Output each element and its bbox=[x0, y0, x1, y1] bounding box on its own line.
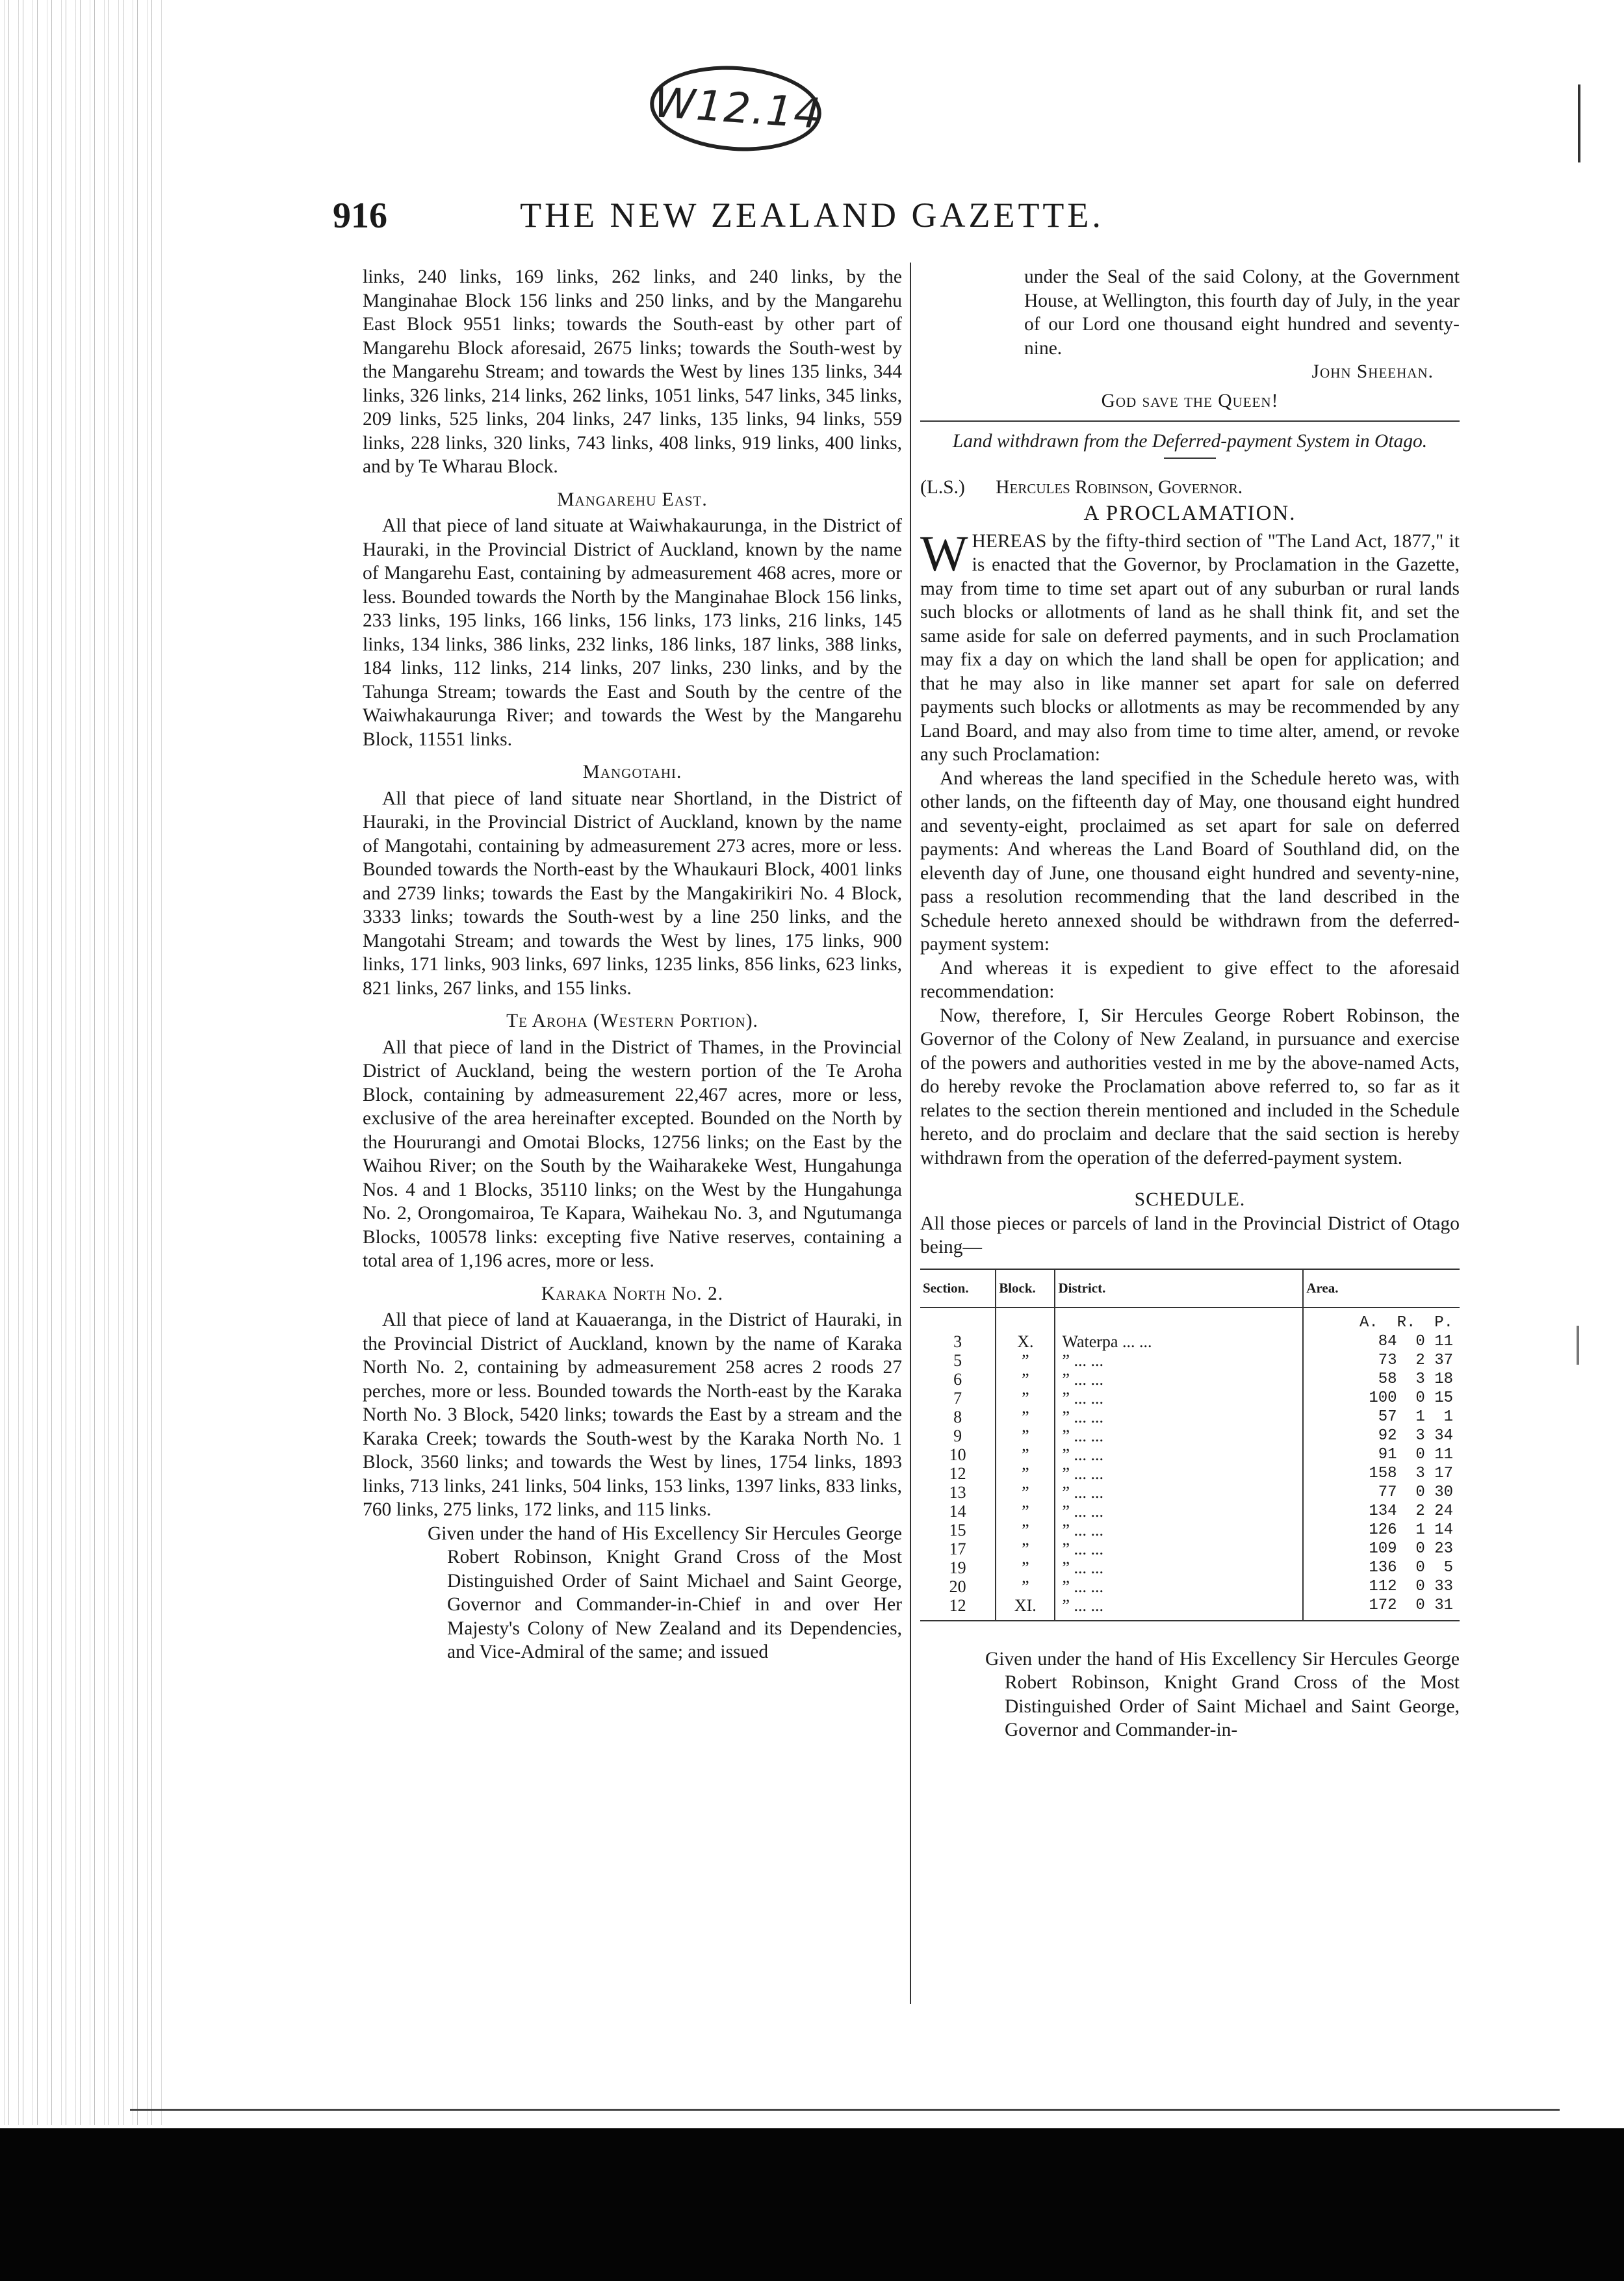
area-cell: 158 3 17 bbox=[1303, 1464, 1460, 1483]
schedule-heading: SCHEDULE. bbox=[1134, 1189, 1246, 1210]
given-under-hand: Given under the hand of His Excellency Sir Hercules George Robert Robinson, Knight Grand Cross of the Most Distinguished Order of Saint Michael and Saint George, Governor and Commander-in-Chief in and over Her Majesty's Colony of New Zealand and its Dependencies, and Vice-Admiral of the same; and issued bbox=[428, 1523, 902, 1662]
drop-cap: W bbox=[920, 524, 968, 582]
column-divider bbox=[910, 263, 911, 2004]
section-heading: Te Aroha (Western Portion). bbox=[506, 1011, 758, 1031]
column-header: Block. bbox=[996, 1269, 1055, 1308]
district-cell: ” ... ... bbox=[1055, 1408, 1303, 1426]
block-cell: ” bbox=[996, 1464, 1055, 1483]
table-row bbox=[920, 1332, 1460, 1351]
given-under-hand: Given under the hand of His Excellency Sir Hercules George Robert Robinson, Knight Grand Cross of the Most Distinguished Order of Saint Michael and Saint George, Governor and Commander-in- bbox=[985, 1648, 1460, 1740]
section-cell: 15 bbox=[949, 1520, 966, 1540]
section-cell: 12 bbox=[920, 1596, 996, 1621]
district-cell: ” ... ... bbox=[1055, 1426, 1303, 1445]
area-cell: 77 0 30 bbox=[1303, 1483, 1460, 1502]
section-cell: 14 bbox=[949, 1501, 966, 1521]
district-cell: ” ... ... bbox=[1055, 1502, 1303, 1521]
scan-edge-left bbox=[0, 0, 162, 2125]
section-cell: 12 bbox=[949, 1463, 966, 1483]
district-cell: ” ... ... bbox=[1055, 1540, 1303, 1558]
signature: John Sheehan. bbox=[1311, 361, 1434, 382]
table-row bbox=[920, 1558, 1460, 1577]
table-row bbox=[920, 1483, 1460, 1502]
page-number: 916 bbox=[333, 196, 387, 236]
block-cell: ” bbox=[996, 1389, 1055, 1408]
district-cell: Waterpa ... ... bbox=[1055, 1332, 1303, 1351]
block-cell: ” bbox=[996, 1370, 1055, 1389]
section-cell: 13 bbox=[949, 1482, 966, 1502]
area-cell: 136 0 5 bbox=[1303, 1558, 1460, 1577]
divider bbox=[1164, 457, 1216, 459]
table-row bbox=[920, 1351, 1460, 1370]
section-cell: 17 bbox=[949, 1539, 966, 1558]
district-cell: ” ... ... bbox=[1055, 1370, 1303, 1389]
table-row bbox=[920, 1445, 1460, 1464]
units-row bbox=[920, 1308, 1460, 1332]
table-row bbox=[920, 1596, 1460, 1621]
area-cell: 109 0 23 bbox=[1303, 1540, 1460, 1558]
table-row bbox=[920, 1408, 1460, 1426]
section-cell: 10 bbox=[949, 1445, 966, 1464]
schedule-table bbox=[920, 1269, 1460, 1621]
bottom-rule bbox=[130, 2109, 1560, 2111]
block-cell: ” bbox=[996, 1577, 1055, 1596]
district-cell: ” ... ... bbox=[1055, 1389, 1303, 1408]
district-cell: ” ... ... bbox=[1055, 1521, 1303, 1540]
divider bbox=[920, 420, 1460, 422]
right-column bbox=[920, 265, 1460, 1742]
table-row bbox=[920, 1464, 1460, 1483]
paragraph: Now, therefore, I, Sir Hercules George Robert Robinson, the Governor of the Colony of New Zealand, in pursuance and exercise of the powers and authorities vested in me by the above-named Acts, do hereby revoke the Proclamation above referred to, so far as it relates to the section therein mentioned and included in the Schedule hereto, and do proclaim and declare that the said section is hereby withdrawn from the operation of the deferred-payment system. bbox=[920, 1005, 1460, 1168]
seal-line bbox=[920, 476, 1460, 500]
area-cell: 92 3 34 bbox=[1303, 1426, 1460, 1445]
table-row bbox=[920, 1577, 1460, 1596]
district-cell: ” ... ... bbox=[1055, 1558, 1303, 1577]
area-cell: 126 1 14 bbox=[1303, 1521, 1460, 1540]
table-row bbox=[920, 1521, 1460, 1540]
district-cell: ” ... ... bbox=[1055, 1445, 1303, 1464]
paragraph: All that piece of land at Kauaeranga, in the District of Hauraki, in the Provincial District of Auckland, known by the name of Karaka North No. 2, containing by admeasurement 258 acres 2 roods 27 perches, more or less. Bounded towards the North-east by the Karaka North No. 3 Block, 5420 links; towards the East by a stream and the Karaka Creek; towards the South-west by the Karaka North No. 1 Block, 3560 links; and towards the West by lines, 1754 links, 1893 links, 713 links, 241 links, 504 links, 153 links, 1397 links, 833 links, 760 links, 275 links, 172 links, and 115 links. bbox=[363, 1309, 902, 1520]
table-row bbox=[920, 1502, 1460, 1521]
block-cell: ” bbox=[996, 1521, 1055, 1540]
table-row bbox=[920, 1389, 1460, 1408]
page-header bbox=[0, 195, 1624, 247]
governor-name: Hercules Robinson, Governor. bbox=[996, 476, 1243, 498]
block-cell: X. bbox=[996, 1332, 1055, 1351]
block-cell: ” bbox=[996, 1408, 1055, 1426]
section-cell: 3 bbox=[953, 1332, 962, 1351]
paragraph: under the Seal of the said Colony, at the Government House, at Wellington, this fourth day of July, in the year of our Lord one thousand eight hundred and seventy-nine. bbox=[1024, 266, 1460, 359]
paragraph-text: HEREAS by the fifty-third section of "The Land Act, 1877," it is enacted that the Governor, by Proclamation in the Gazette, may from time to time set apart out of any suburban or rural lands such blocks or allotments of land as he shall think fit, and set the same aside for sale on deferred payments, and in such Proclamation may fix a day on which the land shall be open for application; and that he may also in like manner set apart for sale on deferred payments such blocks or allotments as may be recommended by any Land Board, and may also from time to time alter, amend, or revoke any such Proclamation: bbox=[920, 530, 1460, 765]
section-cell: 19 bbox=[949, 1558, 966, 1577]
paragraph: links, 240 links, 169 links, 262 links, and 240 links, by the Manginahae Block 156 links and 250 links, and by the Mangarehu East Block 9551 links; towards the South-east by other part of Mangarehu Block aforesaid, 2675 links; towards the South-west by the Mangarehu Stream; and towards the West by lines 135 links, 344 links, 326 links, 214 links, 262 links, 1051 links, 547 links, 345 links, 209 links, 525 links, 204 links, 247 links, 135 links, 94 links, 559 links, 228 links, 320 links, 743 links, 408 links, 919 links, 400 links, and by Te Wharau Block. bbox=[363, 266, 902, 477]
block-cell: ” bbox=[996, 1483, 1055, 1502]
block-cell: ” bbox=[996, 1502, 1055, 1521]
handwritten-stamp: W12.14 bbox=[647, 60, 824, 157]
district-cell: ” ... ... bbox=[1055, 1483, 1303, 1502]
section-cell: 7 bbox=[953, 1388, 962, 1408]
paragraph: And whereas the land specified in the Schedule hereto was, with other lands, on the fifteenth day of May, one thousand eight hundred and seventy-eight, proclaimed as set apart for sale on deferred payments: And whereas the Land Board of Southland did, on the eleventh day of June, one thousand eight hundred and seventy-nine, pass a resolution recommending that the land described in the Schedule hereto annexed should be withdrawn from the deferred-payment system: bbox=[920, 767, 1460, 955]
district-cell: ” ... ... bbox=[1055, 1596, 1303, 1621]
left-column bbox=[363, 265, 902, 1664]
section-cell: 20 bbox=[949, 1577, 966, 1596]
section-cell: 9 bbox=[953, 1426, 962, 1445]
column-header: Area. bbox=[1303, 1269, 1460, 1308]
section-heading: Karaka North No. 2. bbox=[541, 1283, 724, 1304]
paragraph: All that piece of land in the District of Thames, in the Provincial District of Auckland, being the western portion of the Te Aroha Block, containing by admeasurement 22,467 acres, more or less, exclusive of the area hereinafter excepted. Bounded on the North by the Hoururangi and Omotai Blocks, 12756 links; on the East by the Waihou River; on the South by the Waiharakeke West, Hungahunga Nos. 4 and 1 Blocks, 35110 links; on the West by the Hungahunga No. 2, Orongomairoa, Te Kapara, Waihekau No. 3, and Ngutumanga Blocks, 100578 links: excepting five Native reserves, containing a total area of 1,196 acres, more or less. bbox=[363, 1037, 902, 1271]
section-cell: 6 bbox=[953, 1369, 962, 1389]
area-cell: 100 0 15 bbox=[1303, 1389, 1460, 1408]
paragraph bbox=[920, 524, 1460, 767]
scan-bottom-band bbox=[0, 2128, 1624, 2281]
table-row bbox=[920, 1370, 1460, 1389]
section-cell: 5 bbox=[953, 1350, 962, 1370]
gazette-title: THE NEW ZEALAND GAZETTE. bbox=[520, 196, 1104, 235]
units-label: A. R. P. bbox=[1303, 1308, 1460, 1332]
area-cell: 91 0 11 bbox=[1303, 1445, 1460, 1464]
table-header-row bbox=[920, 1269, 1460, 1308]
section-heading: Mangotahi. bbox=[582, 762, 682, 782]
area-cell: 134 2 24 bbox=[1303, 1502, 1460, 1521]
table-row bbox=[920, 1540, 1460, 1558]
area-cell: 58 3 18 bbox=[1303, 1370, 1460, 1389]
area-cell: 172 0 31 bbox=[1303, 1596, 1460, 1621]
schedule-intro: All those pieces or parcels of land in the Provincial District of Otago being— bbox=[920, 1213, 1460, 1257]
paragraph: All that piece of land situate at Waiwhakaurunga, in the District of Hauraki, in the Provincial District of Auckland, known by the name of Mangarehu East, containing by admeasurement 468 acres, more or less. Bounded towards the North by the Manginahae Block 156 links, 233 links, 195 links, 166 links, 156 links, 173 links, 216 links, 145 links, 134 links, 386 links, 232 links, 186 links, 187 links, 388 links, 184 links, 112 links, 214 links, 207 links, 230 links, and by the Tahunga Stream; towards the East and South by the centre of the Waiwhakaurunga River; and towards the West by the Mangarehu Block, 11551 links. bbox=[363, 515, 902, 750]
seal-mark: (L.S.) bbox=[920, 476, 965, 498]
section-cell: 8 bbox=[953, 1407, 962, 1426]
column-header: Section. bbox=[920, 1269, 996, 1308]
area-cell: 84 0 11 bbox=[1303, 1332, 1460, 1351]
area-cell: 73 2 37 bbox=[1303, 1351, 1460, 1370]
area-cell: 112 0 33 bbox=[1303, 1577, 1460, 1596]
scan-edge-mark bbox=[1578, 84, 1580, 162]
block-cell: XI. bbox=[996, 1596, 1055, 1621]
district-cell: ” ... ... bbox=[1055, 1351, 1303, 1370]
paragraph: And whereas it is expedient to give effect to the aforesaid recommendation: bbox=[920, 957, 1460, 1002]
table-row bbox=[920, 1426, 1460, 1445]
district-cell: ” ... ... bbox=[1055, 1464, 1303, 1483]
area-cell: 57 1 1 bbox=[1303, 1408, 1460, 1426]
block-cell: ” bbox=[996, 1445, 1055, 1464]
column-header: District. bbox=[1055, 1269, 1303, 1308]
scan-edge-mark bbox=[1577, 1326, 1579, 1365]
block-cell: ” bbox=[996, 1426, 1055, 1445]
section-heading: Mangarehu East. bbox=[557, 489, 708, 510]
block-cell: ” bbox=[996, 1540, 1055, 1558]
notice-title: Land withdrawn from the Deferred-payment System in Otago. bbox=[952, 431, 1428, 452]
block-cell: ” bbox=[996, 1351, 1055, 1370]
god-save-the-queen: God save the Queen! bbox=[1101, 390, 1279, 411]
district-cell: ” ... ... bbox=[1055, 1577, 1303, 1596]
paragraph: All that piece of land situate near Shortland, in the District of Hauraki, in the Provincial District of Auckland, known by the name of Mangotahi, containing by admeasurement 273 acres, more or less. Bounded towards the North-east by the Whaukauri Block, 4001 links and 2739 links; towards the East by the Mangakirikiri No. 4 Block, 3333 links; towards the South-west by a line 250 links, and the Mangotahi Stream; and towards the West by lines, 175 links, 900 links, 171 links, 903 links, 697 links, 1235 links, 856 links, 623 links, 821 links, 267 links, and 155 links. bbox=[363, 788, 902, 999]
block-cell: ” bbox=[996, 1558, 1055, 1577]
proclamation-title: A PROCLAMATION. bbox=[1083, 502, 1296, 525]
